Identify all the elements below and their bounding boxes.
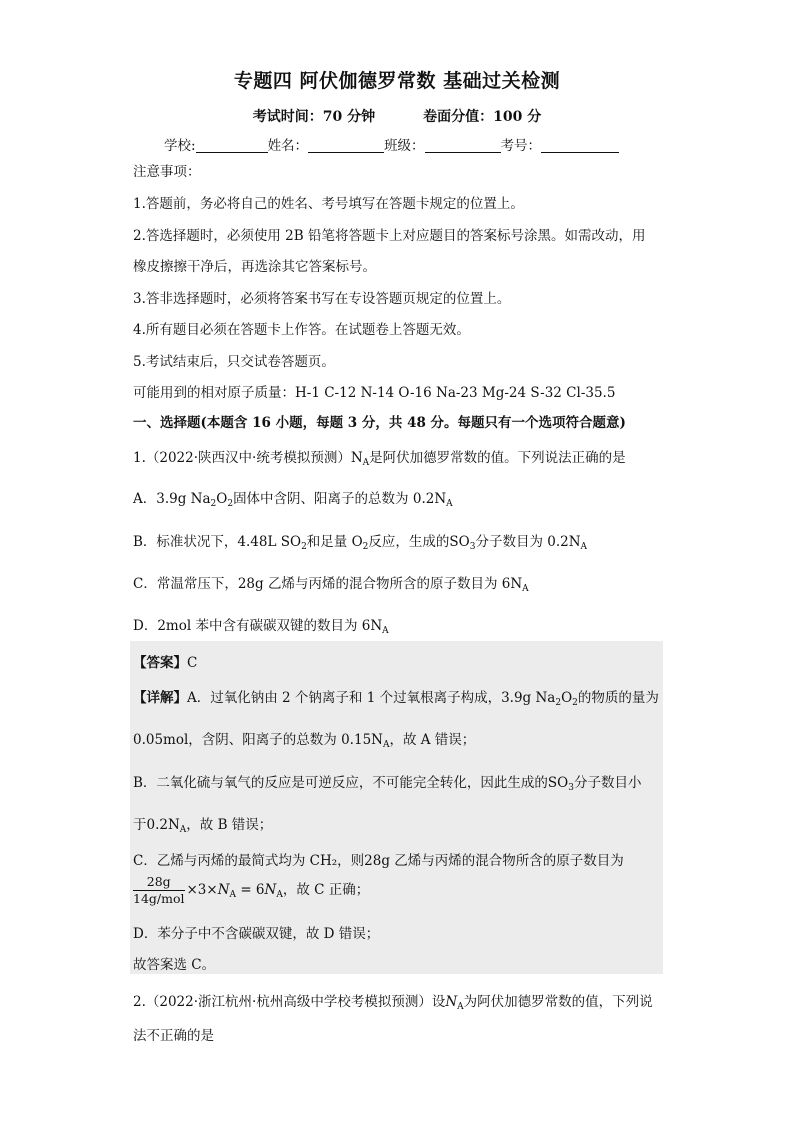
detail-line: 于$0.2N_A$，故 B 错误； [133,817,273,835]
question-1-option-c[interactable]: C．常温常压下，28g 乙烯与丙烯的混合物所含的原子数目为 $6N_A$ [133,576,529,594]
note-line: 橡皮擦擦干净后，再选涂其它答案标号。 [133,259,376,275]
name-blank[interactable] [308,138,384,153]
note-line: 2.答选择题时，必须使用 2B 铅笔将答题卡上对应题目的答案标号涂黑。如需改动，用 [133,228,646,244]
full-score: 卷面分值：100 分 [423,109,542,125]
detail-line: 0.05mol，含阴、阳离子的总数为 $0.15N_A$，故 A 错误； [133,732,476,750]
class-label: 班级： [384,138,425,154]
question-1-stem: 1.（2022·陕西汉中·统考模拟预测）$N_A$是阿伏加德罗常数的值。下列说法正确的是 [133,450,626,468]
section-heading: 一、选择题(本题含 16 小题，每题 3 分，共 48 分。每题只有一个选项符合题意) [133,415,626,431]
detail-line: C．乙烯与丙烯的最简式均为 CH₂，则28g 乙烯与丙烯的混合物所含的原子数目为 [133,853,624,869]
page-title: 专题四 阿伏伽德罗常数 基础过关检测 [233,70,561,92]
exam-time: 考试时间：70 分钟 [252,109,376,125]
detail-line: 【详解】A．过氧化钠由 2 个钠离子和 1 个过氧根离子构成，3.9g $Na_2O_2$的物质的量为 [133,690,659,708]
note-line: 3.答非选择题时，必须将答案书写在专设答题页规定的位置上。 [133,291,511,307]
class-blank[interactable] [425,138,501,153]
answer-value: C [187,655,198,671]
exam-no-label: 考号： [500,138,542,154]
question-1-option-b[interactable]: B．标准状况下，4.48L $SO_2$和足量 $O_2$反应，生成的$SO_3$分子数目为 $0.2N_A$ [133,534,588,552]
note-line: 4.所有题目必须在答题卡上作答。在试题卷上答题无效。 [133,322,470,338]
question-1-option-d[interactable]: D．2mol 苯中含有碳碳双键的数目为 $6N_A$ [133,618,389,636]
name-label: 姓名： [267,138,309,154]
question-2-stem: 2.（2022·浙江杭州·杭州高级中学校考模拟预测）设$N_A$为阿伏加德罗常数的值，下列说 [133,994,653,1012]
answer-line: 【答案】C [133,655,198,671]
detail-line: 故答案选 C。 [133,957,216,973]
formula-line: $\frac{28g}{\text{14g/mol}}$ $\times 3\times N_A = 6N_A$，故 C 正确； [133,874,370,906]
notes-heading: 注意事项： [133,164,201,180]
note-line: 1.答题前，务必将自己的姓名、考号填写在答题卡规定的位置上。 [133,196,524,212]
question-1-option-a[interactable]: A．3.9g $Na_2O_2$固体中含阴、阳离子的总数为 $0.2N_A$ [133,491,453,509]
student-info-line [164,134,619,154]
exam-meta [0,106,794,126]
detail-line: B．二氧化硫与氧气的反应是可逆反应，不可能完全转化，因此生成的$SO_3$分子数目小 [133,775,642,793]
atomic-mass-line: 可能用到的相对原子质量：H-1 C-12 N-14 O-16 Na-23 Mg-24 S-32 Cl-35.5 [133,385,616,401]
note-line: 5.考试结束后，只交试卷答题页。 [133,354,335,370]
fraction: $\frac{28g}{\text{14g/mol}}$ [133,874,185,906]
question-2-stem-cont: 法不正确的是 [133,1028,214,1044]
school-label: 学校: [164,138,196,154]
school-blank[interactable] [196,138,268,153]
exam-no-blank[interactable] [541,138,619,153]
detail-line: D．苯分子中不含碳碳双键，故 D 错误； [133,926,380,942]
